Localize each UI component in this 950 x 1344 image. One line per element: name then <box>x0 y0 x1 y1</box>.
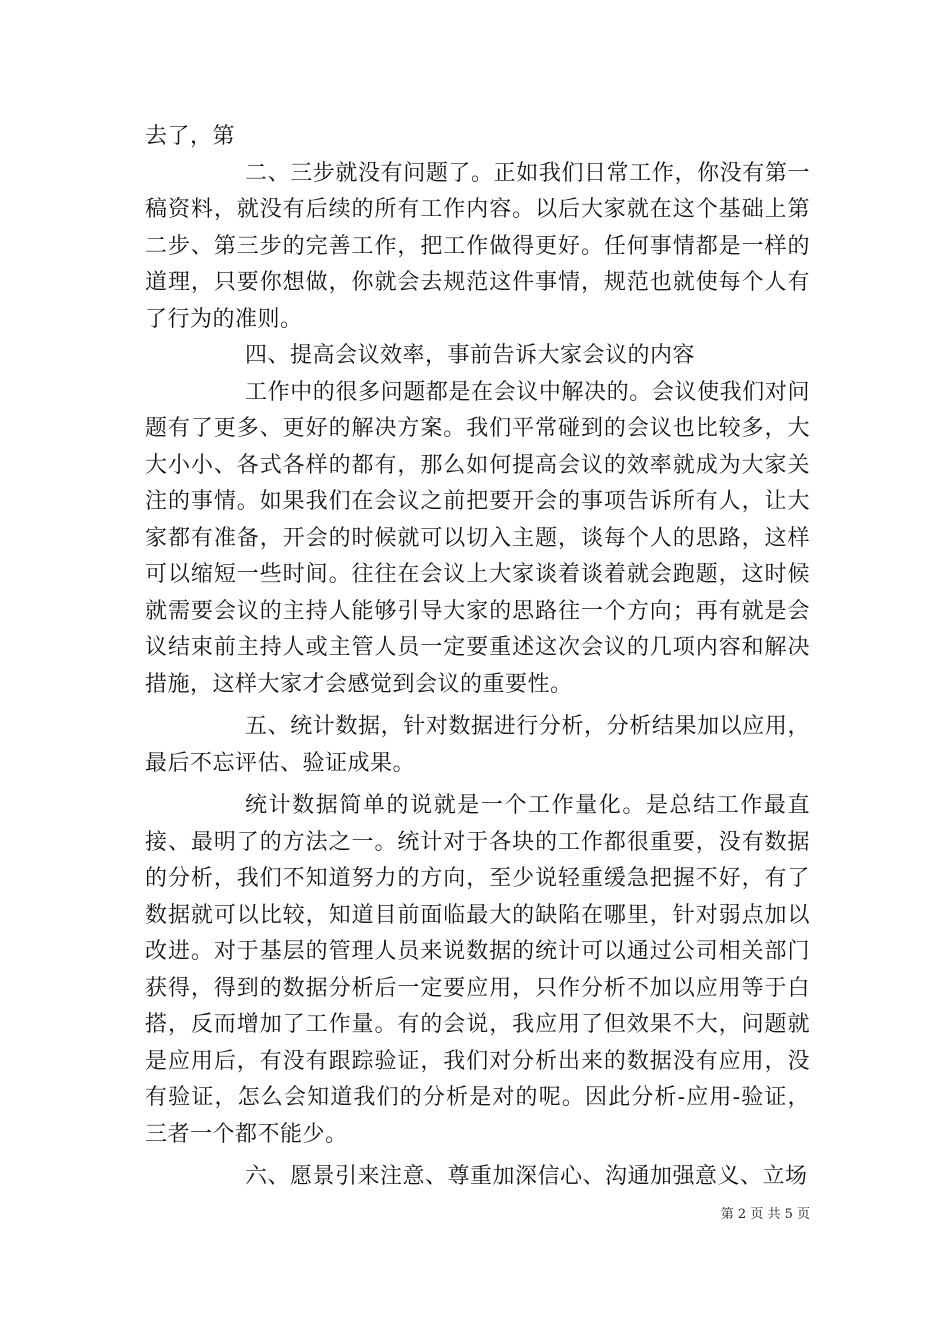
heading-section-5: 五、统计数据，针对数据进行分析，分析结果加以应用，最后不忘评估、验证成果。 <box>145 714 810 776</box>
paragraph-4: 统计数据简单的说就是一个工作量化。是总结工作最直接、最明了的方法之一。统计对于各块的工作都很重要，没有数据的分析，我们不知道努力的方向，至少说轻重缓急把握不好，有了数据就可以比较，知道目前面临最大的缺陷在哪里，针对弱点加以改进。对于基层的管理人员来说数据的统计可以通过公司相关部门获得，得到的数据分析后一定要应用，只作分析不加以应用等于白搭，反而增加了工作量。有的会说，我应用了但效果不大，问题就是应用后，有没有跟踪验证，我们对分析出来的数据没有应用，没有验证，怎么会知道我们的分析是对的呢。因此分析-应用-验证，三者一个都不能少。 <box>145 793 810 1147</box>
heading-section-6: 六、愿景引来注意、尊重加深信心、沟通加强意义、立场 <box>245 1164 808 1189</box>
paragraph-3: 工作中的很多问题都是在会议中解决的。会议使我们对问题有了更多、更好的解决方案。我们平常碰到的会议也比较多，大大小小、各式各样的都有，那么如何提高会议的效率就成为大家关注的事情。如果我们在会议之前把要开会的事项告诉所有人，让大家都有准备，开会的时候就可以切入主题，谈每个人的思路，这样可以缩短一些时间。往往在会议上大家谈着谈着就会跑题，这时候就需要会议的主持人能够引导大家的思路往一个方向；再有就是会议结束前主持人或主管人员一定要重述这次会议的几项内容和解决措施，这样大家才会感觉到会议的重要性。 <box>145 379 810 697</box>
page-number: 第 2 页 共 5 页 <box>720 1207 810 1222</box>
paragraph-1: 去了，第 <box>145 124 236 149</box>
body-text <box>145 119 810 1196</box>
paragraph-2: 二、三步就没有问题了。正如我们日常工作，你没有第一稿资料，就没有后续的所有工作内容。以后大家就在这个基础上第二步、第三步的完善工作，把工作做得更好。任何事情都是一样的道理，只要你想做，你就会去规范这件事情，规范也就使每个人有了行为的准则。 <box>145 160 810 332</box>
heading-section-4: 四、提高会议效率，事前告诉大家会议的内容 <box>245 343 696 368</box>
